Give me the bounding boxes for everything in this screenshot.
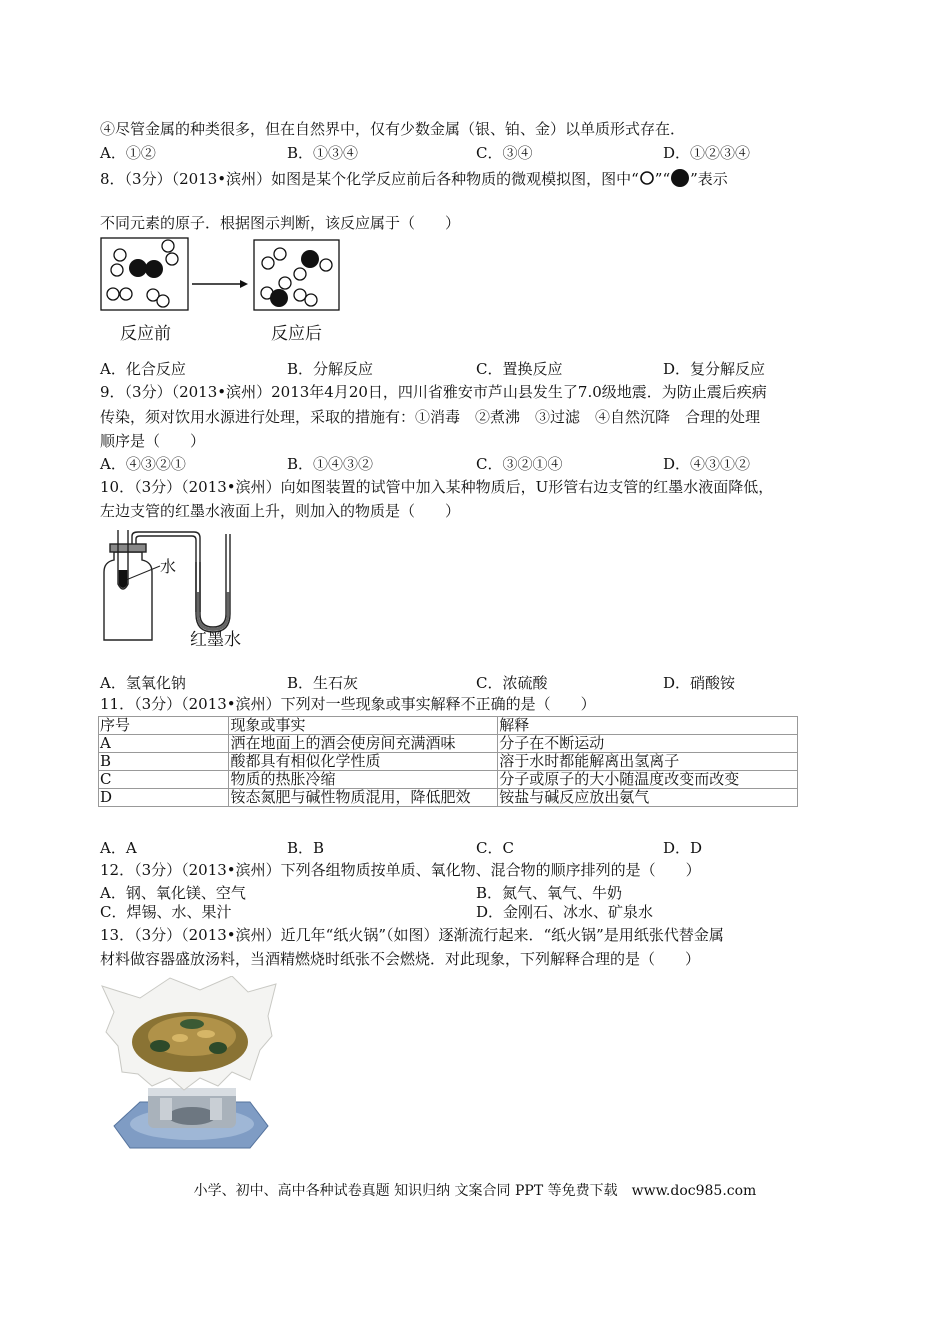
hollow-atom-icon [639,170,655,186]
q10-line2: 左边支管的红墨水液面上升，则加入的物质是（ ） [100,502,461,520]
q12-option-d[interactable]: D．金刚石、冰水、矿泉水 [476,903,654,921]
label-water: 水 [160,557,177,576]
q12-option-a[interactable]: A．钢、氧化镁、空气 [100,884,246,902]
q13-line1: 13．（3分）（2013•滨州）近几年“纸火锅”（如图）逐渐流行起来．“纸火锅”是用纸张代替金属 [100,926,724,944]
q10-option-c[interactable]: C．浓硫酸 [476,674,548,692]
u-tube-apparatus [96,522,246,644]
label-red-ink: 红墨水 [190,630,241,650]
reaction-arrow [192,280,248,288]
q12-option-b[interactable]: B．氮气、氧气、牛奶 [476,884,623,902]
q8-stem-part1: 8．（3分）（2013•滨州）如图是某个化学反应前后各种物质的微观模拟图，图中“ [100,170,639,188]
q10-option-b[interactable]: B．生石灰 [287,674,359,692]
q9-line3: 顺序是（ ） [100,432,206,450]
q11-option-d[interactable]: D．D [663,839,703,857]
q10-line1: 10．（3分）（2013•滨州）向如图装置的试管中加入某种物质后，U形管右边支管的红墨水液面降低， [100,478,774,496]
header-cell: 现象或事实 [229,717,498,735]
q8-stem-part2: ”表示 [690,170,728,188]
table-cell: 铵盐与碱反应放出氨气 [498,789,798,807]
table-cell: D [99,789,229,807]
q9-line1: 9．（3分）（2013•滨州）2013年4月20日，四川省雅安市芦山县发生了7.0级地震．为防止震后疾病 [100,383,767,401]
paper-hotpot-image [100,976,280,1154]
q9-line2: 传染，须对饮用水源进行处理，采取的措施有：①消毒 ②煮沸 ③过滤 ④自然沉降 合理的处理 [100,408,761,426]
q8-option-b[interactable]: B．分解反应 [287,360,374,378]
q8-stem [100,168,728,189]
table-header-row [99,717,798,735]
q13-line2: 材料做容器盛放汤料，当酒精燃烧时纸张不会燃烧．对此现象，下列解释合理的是（ ） [100,950,701,968]
q12-stem: 12．（3分）（2013•滨州）下列各组物质按单质、氧化物、混合物的顺序排列的是（ ） [100,861,701,879]
table-cell: 分子在不断运动 [498,735,798,753]
table-cell: 溶于水时都能解离出氢离子 [498,753,798,771]
q8-stem-mid: ”“ [654,170,671,188]
q8-option-a[interactable]: A．化合反应 [100,360,186,378]
u-tube [196,534,230,632]
q11-option-c[interactable]: C．C [476,839,514,857]
page-footer: 小学、初中、高中各种试卷真题 知识归纳 文案合同 PPT 等免费下载 www.doc985.com [193,1183,757,1199]
q11-option-a[interactable]: A．A [100,839,137,857]
table-cell: B [99,753,229,771]
q7-option-d[interactable]: D．①②③④ [663,144,751,162]
q7-option-a[interactable]: A．①② [100,144,156,162]
table-cell: C [99,771,229,789]
q8-stem-line2: 不同元素的原子．根据图示判断，该反应属于（ ） [100,214,461,232]
q9-option-a[interactable]: A．④③②① [100,455,186,473]
table-cell: 酸都具有相似化学性质 [229,753,498,771]
q9-option-b[interactable]: B．①④③② [287,455,374,473]
q9-option-c[interactable]: C．③②①④ [476,455,563,473]
q9-option-d[interactable]: D．④③①② [663,455,751,473]
table-row [99,735,798,753]
reaction-diagram [96,234,346,316]
table-row [99,789,798,807]
header-cell: 序号 [99,717,229,735]
q10-option-a[interactable]: A．氢氧化钠 [100,674,186,692]
q8-option-d[interactable]: D．复分解反应 [663,360,766,378]
table-cell: 物质的热胀冷缩 [229,771,498,789]
table-cell: A [99,735,229,753]
q7-option-c[interactable]: C．③④ [476,144,533,162]
solid-atom-icon [670,168,690,188]
q7-option-b[interactable]: B．①③④ [287,144,359,162]
table-cell: 铵态氮肥与碱性物质混用，降低肥效 [229,789,498,807]
q11-option-b[interactable]: B．B [287,839,325,857]
table-cell: 洒在地面上的酒会使房间充满酒味 [229,735,498,753]
table-row [99,771,798,789]
caption-before: 反应前 [120,324,171,344]
q10-option-d[interactable]: D．硝酸铵 [663,674,736,692]
q8-option-c[interactable]: C．置换反应 [476,360,563,378]
table-cell: 分子或原子的大小随温度改变而改变 [498,771,798,789]
caption-after: 反应后 [271,324,322,344]
q11-table [98,716,798,807]
q11-stem: 11．（3分）（2013•滨州）下列对一些现象或事实解释不正确的是（ ） [100,695,596,713]
table-row [99,753,798,771]
q12-option-c[interactable]: C．焊锡、水、果汁 [100,903,232,921]
header-cell: 解释 [498,717,798,735]
q7-item4: ④尽管金属的种类很多，但在自然界中，仅有少数金属（银、铂、金）以单质形式存在． [100,120,686,138]
